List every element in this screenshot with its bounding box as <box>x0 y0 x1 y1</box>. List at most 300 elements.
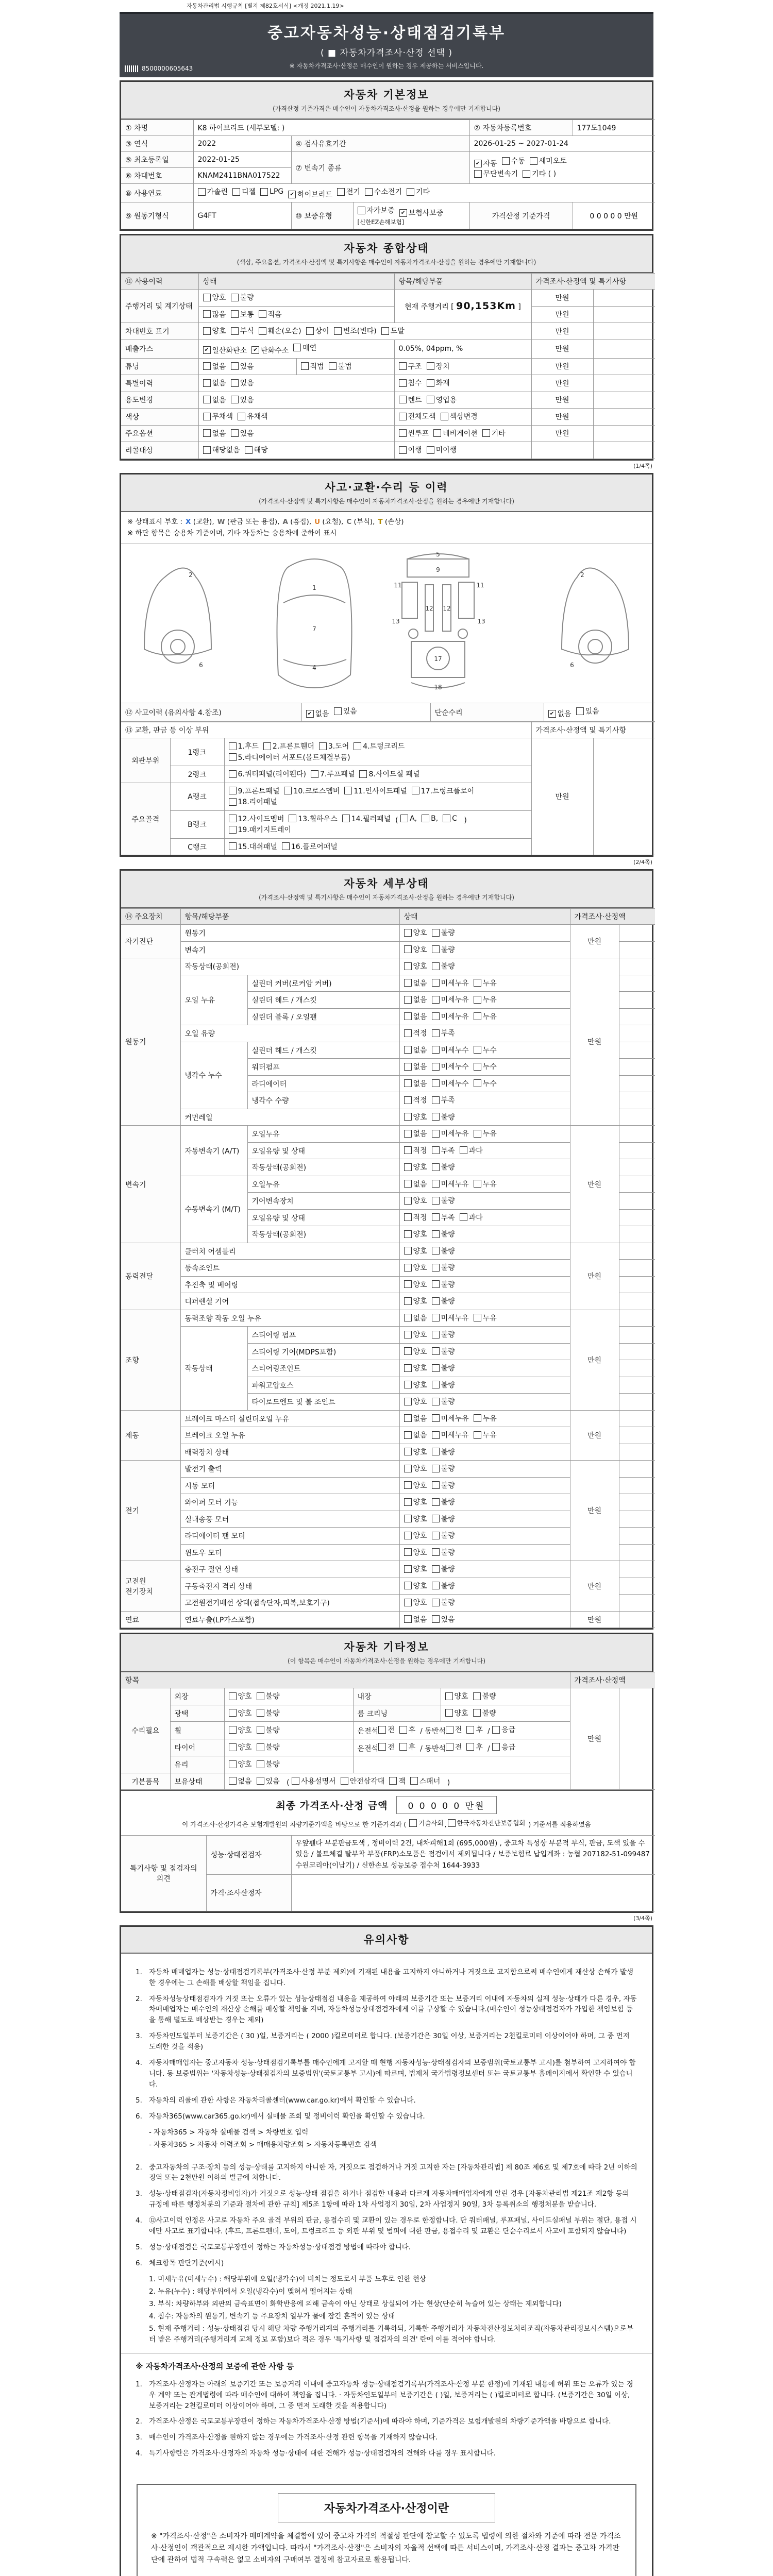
checkbox-누유[interactable] <box>474 994 497 1005</box>
checkbox-변조(변타)[interactable] <box>334 326 377 336</box>
checkbox-label: 양호 <box>238 1743 252 1752</box>
checkbox-후[interactable] <box>466 1742 483 1752</box>
checkbox-19.패키지트레이[interactable] <box>229 824 291 835</box>
item-cell: 실내송풍 모터 <box>180 1511 399 1528</box>
checkbox-불량[interactable] <box>432 1162 455 1172</box>
checkbox-무단변속기[interactable] <box>474 168 518 179</box>
checkbox-자동[interactable] <box>474 158 497 168</box>
checkbox-후[interactable] <box>399 1742 416 1752</box>
checkbox-미세누유[interactable] <box>432 1128 469 1139</box>
item-label-룸 크리닝: 룸 크리닝 <box>353 1705 441 1722</box>
checkbox-양호[interactable] <box>404 927 427 938</box>
checkbox-6.쿼터패널(리어휀다)[interactable] <box>229 769 306 779</box>
checkbox-기타[interactable] <box>407 187 430 197</box>
checkbox-한국자동차진단보증협회[interactable] <box>448 1818 526 1827</box>
checkbox-부식[interactable] <box>231 326 254 336</box>
checkbox-미세누유[interactable] <box>432 1179 469 1189</box>
checkbox-후[interactable] <box>399 1724 416 1735</box>
checkbox-C[interactable] <box>443 815 457 823</box>
checkbox-있음[interactable] <box>257 1776 280 1786</box>
checkbox-불량[interactable] <box>432 1581 455 1591</box>
checkbox-사용설명서[interactable] <box>292 1776 336 1786</box>
state-cell <box>399 1427 570 1444</box>
checkbox-적음[interactable] <box>259 309 282 319</box>
note-cell <box>619 1209 655 1226</box>
checkbox-미세누유[interactable] <box>432 978 469 988</box>
checkbox-구조[interactable] <box>399 361 422 371</box>
checkbox-불량[interactable] <box>432 1246 455 1256</box>
checkbox-불량[interactable] <box>432 1346 455 1357</box>
checkbox-기타 ( )[interactable] <box>523 168 556 179</box>
checkbox-label: 누유 <box>482 1012 497 1021</box>
checkbox-양호[interactable] <box>404 1229 427 1239</box>
checkbox-양호[interactable] <box>404 1363 427 1373</box>
checkbox-전[interactable] <box>378 1742 395 1752</box>
checkbox-보험사보증[interactable] <box>399 208 444 218</box>
checkbox-있음[interactable] <box>576 706 599 716</box>
checkbox-4.트렁크리드[interactable] <box>354 741 405 751</box>
checkbox-상이[interactable] <box>306 326 329 336</box>
checkbox-없음[interactable] <box>404 994 427 1005</box>
checkbox-적정[interactable] <box>404 1095 427 1105</box>
checkbox-일산화탄소[interactable] <box>203 345 247 355</box>
checkbox-box <box>404 1381 412 1388</box>
rank-table-header: ⑬ 교환, 판금 등 이상 부위 <box>121 722 531 738</box>
checkbox-적정[interactable] <box>404 1145 427 1156</box>
page-marker-1: (1/4쪽) <box>633 462 652 469</box>
checkbox-양호[interactable] <box>404 1480 427 1490</box>
checkbox-box <box>432 996 440 1004</box>
value-registration-number: 177도1049 <box>573 120 655 136</box>
checkbox-15.대쉬패널[interactable] <box>229 841 277 852</box>
checkbox-2.프론트휀더[interactable] <box>263 741 314 751</box>
checkbox-해당[interactable] <box>245 445 268 455</box>
checkbox-양호[interactable] <box>203 292 226 302</box>
checkbox-양호[interactable] <box>445 1691 468 1701</box>
notice-item-text: 성능·상태점검은 국토교통부장관이 정하는 자동차성능·상태점검 방법에 따라야 합니다. <box>149 2243 411 2252</box>
checkbox-없음[interactable] <box>203 395 226 405</box>
checkbox-부족[interactable] <box>432 1095 455 1105</box>
checkbox-색상변경[interactable] <box>441 411 478 421</box>
checkbox-없음[interactable] <box>548 708 572 719</box>
legend-symbol-X: X <box>185 517 191 526</box>
checkbox-불량[interactable] <box>432 944 455 955</box>
checkbox-양호[interactable] <box>229 1725 252 1735</box>
checkbox-보통[interactable] <box>231 309 254 319</box>
checkbox-양호[interactable] <box>404 944 427 955</box>
checkbox-양호[interactable] <box>404 1380 427 1390</box>
checkbox-label: 미세누유 <box>441 1314 469 1323</box>
checkbox-label: 탄화수소 <box>261 346 289 355</box>
checkbox-불량[interactable] <box>432 1195 455 1206</box>
checkbox-불량[interactable] <box>432 1463 455 1473</box>
checkbox-양호[interactable] <box>404 1296 427 1306</box>
row-label-색상: 색상 <box>121 409 198 426</box>
empty-cell <box>353 1756 570 1773</box>
note-cell <box>619 1126 655 1143</box>
checkbox-양호[interactable] <box>404 1279 427 1290</box>
checkbox-label: 양호 <box>413 945 427 954</box>
checkbox-양호[interactable] <box>229 1742 252 1752</box>
state-cell <box>399 1092 570 1109</box>
checkbox-없음[interactable] <box>404 1313 427 1323</box>
checkbox-LPG[interactable] <box>260 188 283 196</box>
checkbox-불량[interactable] <box>432 1597 455 1607</box>
checkbox-미세누수[interactable] <box>432 1078 469 1089</box>
checkbox-양호[interactable] <box>404 961 427 971</box>
checkbox-응급[interactable] <box>492 1742 515 1752</box>
value-inspection-period: 2026-01-25 ~ 2027-01-24 <box>469 136 655 152</box>
checkbox-양호[interactable] <box>445 1708 468 1718</box>
checkbox-label: 전 <box>388 1726 395 1735</box>
checkbox-box <box>378 1726 386 1734</box>
checkbox-없음[interactable] <box>404 1430 427 1440</box>
checkbox-세미오토[interactable] <box>530 156 567 166</box>
checkbox-불량[interactable] <box>432 1547 455 1557</box>
checkbox-box <box>492 1743 500 1751</box>
checkbox-box: ✔ <box>548 710 556 718</box>
checkbox-불량[interactable] <box>432 961 455 971</box>
note-cell <box>593 323 655 340</box>
checkbox-부족[interactable] <box>432 1212 455 1223</box>
note-cell <box>619 1260 655 1277</box>
checkbox-box <box>381 327 389 335</box>
checkbox-양호[interactable] <box>229 1691 252 1701</box>
checkbox-미세누수[interactable] <box>432 1061 469 1072</box>
checkbox-box <box>432 962 440 970</box>
checkbox-전기[interactable] <box>337 187 360 197</box>
checkbox-후[interactable] <box>466 1724 483 1735</box>
checkbox-적정[interactable] <box>404 1028 427 1038</box>
checkbox-8.사이드실 패널[interactable] <box>359 769 419 779</box>
checkbox-양호[interactable] <box>404 1581 427 1591</box>
checkbox-디젤[interactable] <box>232 187 256 197</box>
checkbox-장치[interactable] <box>427 361 450 371</box>
checkbox-불량[interactable] <box>257 1759 280 1769</box>
checkbox-없음[interactable] <box>404 1179 427 1189</box>
checkbox-5.라디에이터 서포트(볼트체결부품)[interactable] <box>229 752 350 762</box>
checkbox-불법[interactable] <box>329 361 352 371</box>
checkbox-있음[interactable] <box>231 395 254 405</box>
checkbox-과다[interactable] <box>460 1145 483 1156</box>
status-symbol-legend <box>121 512 652 545</box>
checkbox-없음[interactable] <box>203 378 226 388</box>
checkbox-부족[interactable] <box>432 1145 455 1156</box>
checkbox-있음[interactable] <box>231 378 254 388</box>
checkbox-양호[interactable] <box>404 1547 427 1557</box>
checkbox-기타[interactable] <box>482 428 506 438</box>
checkbox-양호[interactable] <box>404 1463 427 1473</box>
checkbox-하이브리드[interactable] <box>288 189 332 199</box>
checkbox-label: 가솔린 <box>207 188 228 196</box>
note-cell <box>619 1511 655 1528</box>
checkbox-box <box>432 1297 440 1305</box>
checkbox-label: 불량 <box>240 294 254 302</box>
checkbox-label: 7.루프패널 <box>320 770 355 779</box>
checkbox-있음[interactable] <box>334 706 357 716</box>
checkbox-불량[interactable] <box>432 1380 455 1390</box>
checkbox-17.트렁크플로어[interactable] <box>412 786 474 796</box>
checkbox-불량[interactable] <box>432 1396 455 1406</box>
checkbox-label: 없음 <box>413 1130 427 1139</box>
checkbox-불량[interactable] <box>432 1296 455 1306</box>
checkbox-없음[interactable] <box>404 978 427 988</box>
checkbox-양호[interactable] <box>404 1162 427 1172</box>
checkbox-수동[interactable] <box>502 156 525 166</box>
item-cell: 구동축전지 격리 상태 <box>180 1578 399 1595</box>
checkbox-box <box>448 1819 456 1827</box>
checkbox-box <box>432 1230 440 1238</box>
checkbox-미세누유[interactable] <box>432 1011 469 1022</box>
checkbox-미세누유[interactable] <box>432 994 469 1005</box>
checkbox-A,[interactable] <box>400 815 417 823</box>
checkbox-부족[interactable] <box>432 1028 455 1038</box>
note-cell <box>619 1477 655 1494</box>
checkbox-불량[interactable] <box>432 1329 455 1340</box>
checkbox-label: 부족 <box>441 1096 455 1105</box>
checkbox-B,[interactable] <box>422 815 438 823</box>
checkbox-양호[interactable] <box>404 1530 427 1540</box>
checkbox-9.프론트패널[interactable] <box>229 786 280 796</box>
item-label-내장: 내장 <box>353 1688 441 1705</box>
checkbox-과다[interactable] <box>460 1212 483 1223</box>
checkbox-영업용[interactable] <box>427 395 457 405</box>
checkbox-누수[interactable] <box>474 1078 497 1089</box>
notice-item <box>136 2432 637 2443</box>
checkbox-불량[interactable] <box>231 292 254 302</box>
checkbox-없음[interactable] <box>229 1776 252 1786</box>
checkbox-불량[interactable] <box>432 1480 455 1490</box>
checkbox-14.필러패널[interactable] <box>342 814 391 824</box>
checkbox-양호[interactable] <box>404 1195 427 1206</box>
checkbox-있음[interactable] <box>231 361 254 371</box>
checkbox-미이행[interactable] <box>427 445 457 455</box>
checkbox-12.사이드멤버[interactable] <box>229 814 284 824</box>
checkbox-label: 8.사이드실 패널 <box>368 770 420 779</box>
checkbox-불량[interactable] <box>432 1279 455 1290</box>
checkbox-label: 없음 <box>413 1414 427 1423</box>
checkbox-양호[interactable] <box>404 1564 427 1574</box>
checkbox-box <box>404 1448 412 1455</box>
checkbox-미세누유[interactable] <box>432 1430 469 1440</box>
checkbox-불량[interactable] <box>432 1363 455 1373</box>
checkbox-label: 불량 <box>265 1709 280 1718</box>
checkbox-불량[interactable] <box>432 1564 455 1574</box>
checkbox-미세누수[interactable] <box>432 1045 469 1055</box>
checkbox-box <box>354 742 361 750</box>
label-warranty-type: ⑩ 보증유형 <box>291 202 353 229</box>
checkbox-box <box>404 1012 412 1020</box>
checkbox-잭[interactable] <box>389 1776 406 1786</box>
checkbox-수소전기[interactable] <box>365 187 402 197</box>
checkbox-미세누유[interactable] <box>432 1413 469 1423</box>
checkbox-적법[interactable] <box>301 361 324 371</box>
checkbox-누수[interactable] <box>474 1061 497 1072</box>
checkbox-누유[interactable] <box>474 1430 497 1440</box>
checkbox-없음[interactable] <box>404 1413 427 1423</box>
checkbox-자가보증[interactable] <box>358 205 395 215</box>
checkbox-label: 불량 <box>441 1398 455 1406</box>
price-cell: 만원 <box>570 1561 619 1612</box>
checkbox-양호[interactable] <box>404 1329 427 1340</box>
checkbox-유채색[interactable] <box>238 411 268 421</box>
checkbox-미세누유[interactable] <box>432 1313 469 1323</box>
checkbox-불량[interactable] <box>432 1514 455 1524</box>
checkbox-있음[interactable] <box>432 1614 455 1624</box>
section-basic-info <box>120 80 653 231</box>
checkbox-탄화수소[interactable] <box>251 345 289 355</box>
checkbox-양호[interactable] <box>404 1346 427 1357</box>
checkbox-침수[interactable] <box>399 378 422 388</box>
checkbox-누유[interactable] <box>474 1179 497 1189</box>
checkbox-불량[interactable] <box>473 1708 496 1718</box>
checkbox-label: 14.필러패널 <box>351 815 391 823</box>
checkbox-불량[interactable] <box>432 1112 455 1122</box>
checkbox-가솔린[interactable] <box>198 187 228 197</box>
text: 이 가격조사·산정가격은 보험개발원의 차량기준가액을 바탕으로 한 기준가격과 ( <box>182 1820 409 1828</box>
checkbox-응급[interactable] <box>492 1724 515 1735</box>
checkbox-화재[interactable] <box>427 378 450 388</box>
checkbox-해당없음[interactable] <box>203 445 240 455</box>
checkbox-스패너[interactable] <box>410 1776 441 1786</box>
notice-list-gap <box>136 2152 637 2157</box>
checkbox-전체도색[interactable] <box>399 411 436 421</box>
checkbox-label: 9.프론트패널 <box>238 787 280 795</box>
checkbox-전[interactable] <box>446 1742 462 1752</box>
checkbox-box <box>229 1726 237 1734</box>
checkbox-기술사회[interactable] <box>409 1818 443 1827</box>
state-cell <box>399 1209 570 1226</box>
checkbox-렌트[interactable] <box>399 395 422 405</box>
checkbox-10.크로스멤버[interactable] <box>284 786 340 796</box>
checkbox-많음[interactable] <box>203 309 226 319</box>
checkbox-있음[interactable] <box>231 428 254 438</box>
checkbox-label: 양호 <box>413 1548 427 1557</box>
checkbox-box <box>404 1096 412 1104</box>
checkbox-label: 부족 <box>441 1146 455 1155</box>
checkbox-1.후드[interactable] <box>229 741 259 751</box>
checkbox-불량[interactable] <box>432 1229 455 1239</box>
checkbox-없음[interactable] <box>404 1078 427 1089</box>
checkbox-불량[interactable] <box>473 1691 496 1701</box>
checkbox-없음[interactable] <box>404 1061 427 1072</box>
checkbox-label: 3.도어 <box>328 742 349 751</box>
label-special-notes: 특기사항 및 점검자의 의견 <box>121 1835 206 1911</box>
legend-desc: (요철), <box>320 517 344 526</box>
checkbox-누유[interactable] <box>474 1413 497 1423</box>
checkbox-불량[interactable] <box>432 927 455 938</box>
checkbox-7.루프패널[interactable] <box>311 769 355 779</box>
checkbox-label: 양호 <box>413 1197 427 1206</box>
checkbox-없음[interactable] <box>404 1614 427 1624</box>
price-cell: 만원 <box>531 392 593 409</box>
checkbox-전[interactable] <box>378 1724 395 1735</box>
checkbox-누유[interactable] <box>474 1128 497 1139</box>
state-cell <box>399 1059 570 1076</box>
checkbox-3.도어[interactable] <box>319 741 349 751</box>
checkbox-label: 불량 <box>482 1692 496 1701</box>
checkbox-양호[interactable] <box>404 1112 427 1122</box>
checkbox-불량[interactable] <box>257 1691 280 1701</box>
checkbox-양호[interactable] <box>229 1759 252 1769</box>
checkbox-누유[interactable] <box>474 1313 497 1323</box>
checkbox-도말[interactable] <box>381 326 405 336</box>
checkbox-누유[interactable] <box>474 1011 497 1022</box>
svg-text:11: 11 <box>476 582 484 589</box>
checkbox-11.인사이드패널[interactable] <box>344 786 407 796</box>
checkbox-불량[interactable] <box>432 1447 455 1457</box>
checkbox-무채색[interactable] <box>203 411 233 421</box>
checkbox-안전삼각대[interactable] <box>341 1776 385 1786</box>
checkbox-양호[interactable] <box>404 1497 427 1507</box>
assessor-opinion-text <box>291 1874 655 1911</box>
checkbox-label: 후 <box>408 1743 416 1752</box>
checkbox-box <box>203 362 211 370</box>
checkbox-매연[interactable] <box>293 343 316 353</box>
checkbox-불량[interactable] <box>257 1742 280 1752</box>
checkbox-적정[interactable] <box>404 1212 427 1223</box>
checkbox-label: 양호 <box>413 1347 427 1356</box>
notice-item-number: 5. <box>136 2096 142 2105</box>
checkbox-양호[interactable] <box>404 1514 427 1524</box>
rank-group-주요골격: 주요골격 <box>121 783 170 855</box>
checkbox-양호[interactable] <box>203 326 226 336</box>
checkbox-양호[interactable] <box>404 1396 427 1406</box>
checkbox-훼손(오손)[interactable] <box>259 326 301 336</box>
checkbox-불량[interactable] <box>432 1530 455 1540</box>
checkbox-전[interactable] <box>446 1724 462 1735</box>
checkbox-양호[interactable] <box>404 1447 427 1457</box>
checkbox-이행[interactable] <box>399 445 422 455</box>
checkbox-box <box>502 157 510 165</box>
checkbox-없음[interactable] <box>404 1011 427 1022</box>
row-label-특별이력: 특별이력 <box>121 375 198 392</box>
checkbox-불량[interactable] <box>432 1497 455 1507</box>
checkbox-18.리어패널[interactable] <box>229 796 277 807</box>
state-cell-2 <box>441 1705 570 1722</box>
checkbox-없음[interactable] <box>404 1045 427 1055</box>
checkbox-양호[interactable] <box>404 1597 427 1607</box>
checkbox-13.휠하우스[interactable] <box>289 814 337 824</box>
legend-desc: (흠집), <box>288 517 312 526</box>
checkbox-썬루프[interactable] <box>399 428 429 438</box>
car-damage-diagram <box>129 546 644 701</box>
notice-sub-line: 3. 부식: 차량하부와 외판의 금속표면이 화학반응에 의해 금속이 아닌 상태로 상실되어 가는 현상(단순히 녹슬어 있는 상태는 제외합니다) <box>149 2299 562 2308</box>
checkbox-양호[interactable] <box>404 1246 427 1256</box>
checkbox-네비게이션[interactable] <box>433 428 478 438</box>
checkbox-누유[interactable] <box>474 978 497 988</box>
checkbox-양호[interactable] <box>229 1708 252 1718</box>
checkbox-불량[interactable] <box>432 1262 455 1273</box>
legend-symbol-U: U <box>314 517 321 526</box>
legend-desc: (부식), <box>351 517 375 526</box>
checkbox-양호[interactable] <box>404 1262 427 1273</box>
checkbox-없음[interactable] <box>404 1128 427 1139</box>
checkbox-불량[interactable] <box>257 1725 280 1735</box>
value-vin: KNAM2411BNA017522 <box>193 168 291 184</box>
checkbox-없음[interactable] <box>306 708 329 719</box>
item-cell: 충전구 절연 상태 <box>180 1561 399 1578</box>
notice-item-text: 성능·상태점검자(자동차정비업자)가 거짓으로 성능·상태 점검을 하거나 점검한 내용과 다르게 자동차매매업자에게 알린 경우 [자동차관리법 제21조 제2항 등의 규정에 따른 행정처분의 기준과 절차에 관한 규칙] 제5조 1항에 따라 1차 사업정지 30일, 2차 사업정지 90일, 3차 등록취소의 행정처분을 받습니다. <box>149 2190 629 2209</box>
checkbox-16.플로어패널[interactable] <box>282 841 338 852</box>
checkbox-불량[interactable] <box>257 1708 280 1718</box>
state-cell <box>399 1276 570 1293</box>
checkbox-누수[interactable] <box>474 1045 497 1055</box>
checkbox-없음[interactable] <box>203 361 226 371</box>
column-header-price: 가격조사·산정액 및 특기사항 <box>531 274 655 290</box>
checkbox-없음[interactable] <box>203 428 226 438</box>
text: / 동반석 <box>420 1744 446 1753</box>
